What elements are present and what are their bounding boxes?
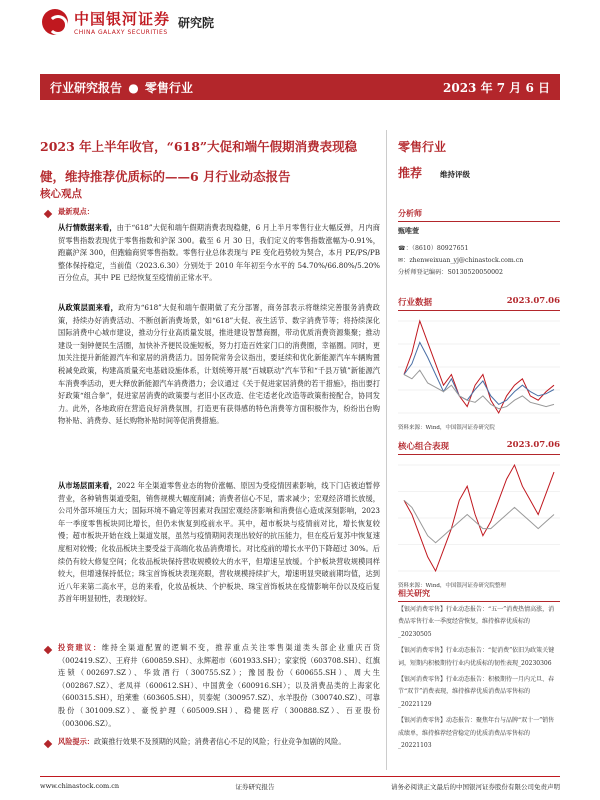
portfolio-source: 资料来源：Wind，中国银河证券研究院整理 [398,583,506,589]
bullet-icon [44,210,52,218]
risk-warning [58,736,380,764]
footer-center: 证券研究报告 [235,783,275,791]
related-research-item[interactable]: 【银河消费零售】行业动态报告：积极期待一月内元旦、春节“双节”消费表现，维持推荐优质消费品零售标的_20221129 [398,676,555,708]
industry-data-title: 行业数据 [398,298,433,308]
industry-data-date: 2023.07.06 [506,296,560,306]
portfolio-header [398,440,560,455]
bullet-icon [44,740,52,748]
report-type: 行业研究报告 [50,80,123,95]
latest-views-label: 最新观点： [58,207,94,216]
analyst-head: 分析师 [398,208,560,222]
footer-website[interactable]: www.chinastock.com.cn [40,782,120,790]
analyst-phone: ☎：（8610）80927651 [398,245,469,252]
rating-block [398,164,560,181]
industry-line-chart [398,315,560,419]
report-date: 2023 年 7 月 6 日 [443,80,550,95]
market-paragraph [58,222,380,290]
portfolio-line-chart [398,459,560,577]
risk-warning-head: 风险提示： [58,737,94,746]
industry-data-source: 资料来源：Wind，中国银河证券研究院 [398,425,495,431]
rating-industry: 零售行业 [398,140,447,154]
report-title: 2023 年上半年收官，“618”大促和端午假期消费表现稳健，维持推荐优质标的——6 月行业动态报告 [40,139,358,184]
related-research-item[interactable]: 【银河消费零售】行业动态报告：“促消费”依旧为政策关键词，短期内积极期待行业内优质标的韧性表现_20230306 [398,647,555,667]
related-research-head: 相关研究 [398,588,560,602]
related-research-block [398,588,560,756]
galaxy-logo-icon [42,9,68,35]
portfolio-title: 核心组合表现 [398,442,450,452]
column-divider [386,130,387,770]
analyst-block [398,208,560,279]
policy-paragraph-text: 政府为“618”大促和端午假期做了充分部署，商务部表示将继续完善服务消费政策，持续办好消费活动、不断创新消费场景，如“618”大促、夜生活节、数字消费节等；将持续深化国际消费中心城市建设，推动分行业高质量发展，推进建设智慧商圈，带动优质消费资源集聚；推动建设一刻钟便民生活圈，加快补齐便民设施短板，努力打造百姓家门口的消费圈，幸福圈。同时，更加关注提升新能源汽车和家居的消费活力。国务院常务会议指出，要延续和优化新能源汽车车辆购置税减免政策，构建高质量充电基础设施体系，计划统筹开展“百城联动”汽车节和“千县万镇”新能源汽车消费季活动，更大释放新能源汽车消费潜力；会议通过《关于促进家居消费的若干措施》，指出要打好政策“组合拳”，促进家居消费的政策要与老旧小区改造、住宅适老化改造等政策衔接配合，协同发力。此外，各地政府在营造良好消费氛围，打造更有获得感的特色消费等方面积极作为，纷纷出台购物补贴、消费券、延长购物补贴时间等促消费措施。 [58,303,380,426]
policy-paragraph-head: 从政策层面来看， [58,303,119,312]
footer-disclaimer: 请务必阅读正文最后的中国银河证券股份有限公司免责声明 [390,783,560,791]
market-level-text: 2022 年全渠道零售业态的物价涨幅、原因为受疫情因素影响，线下门店被迫暂停营业，各种销售渠道受阻，销售规模大幅度削减；消费者信心不足，需求减少；宏观经济增长放缓，公司外部环境压力大；国际环境不确定等因素对我国宏观经济影响和消费信心造成深刻影响，2023 年一季度零售板块同比增长，但仍未恢复到疫前水平。其中，超市板块与疫情前对比，增长恢复较慢；超市板块开始在线上渠道发展，虽然与疫情期间表现出较好的抗压能力，但在疫后复苏中恢复速度相对较慢；化妆品板块主要受益于高端化妆品消费增长。对比疫前的增长水平仍下降超过 30%。后续仍有较大修复空间；化妆品板块保持营收规模较大的水平，但增速呈放缓。个护板块营收规模同样较大，但增速保持低位；珠宝首饰板块表现亮眼，营收规模持续扩大，增速明显突破前期均值，达到近八年来第二高水平，总的来看，化妆品板块、个护板块、珠宝首饰板块在疫情影响年份以及疫后复苏首年明显韧性，表现较好。 [58,481,380,604]
industry-data-block [398,296,560,431]
portfolio-block [398,440,560,589]
portfolio-date: 2023.07.06 [506,440,560,450]
section-core-views: 核心观点 [40,188,82,200]
investment-advice-head: 投资建议： [58,643,102,652]
analyst-name: 甄唯萱 [398,226,419,235]
market-paragraph-text: 由于“618”大促和端午假期消费表现稳健，6 月上半月零售行业大幅反弹，月内商贸零售指数表现优于零售指数和沪深 300。截至 6 月 30 日，我们定义的零售指数涨幅为-0.91%，跑赢沪深 300，但跑输商贸零售指数。零售行业总体表现与 PE 变化趋势较为契合，本月 PE/PS/PB 整体保持稳定，当前值（2023.6.30）分别处于 2010 年年初至今水平的 54.70%/66.80%/5.20%百分位点，其中 PE 已经恢复至疫情前正常水平。 [58,223,380,283]
logo-cn: 中国银河证券 [74,10,171,28]
bullet-icon [44,646,52,654]
company-logo [42,8,214,36]
market-level-paragraph [58,480,380,636]
rating-note: 维持评级 [440,170,471,179]
chart-series-line [404,370,554,409]
report-industry: 零售行业 [144,80,193,95]
industry-data-header [398,296,560,311]
risk-warning-text: 政策推行效果不及预期的风险；消费者信心不足的风险；行业竞争加剧的风险。 [93,737,346,746]
analyst-email: ✉：zhenweixuan_yj@chinastock.com.cn [398,257,524,264]
rating-value: 推荐 [398,166,423,180]
investment-advice-text: 维持全渠道配置的逻辑不变，推荐重点关注零售渠道类头部企业重庆百货（002419.SZ）、王府井（600859.SH）、永辉超市（601933.SH）；家家悦（603708.SH）、红旗连锁（002697.SZ）、华致酒行（300755.SZ）；豫园股份（600655.SH）、周大生（002867.SZ）、老凤祥（600612.SH）、中国黄金（600916.SH）；以及消费品类的上海家化（600315.SH），珀莱雅（603605.SH），贝泰妮（300957.SZ）、水羊股份（300740.SZ）、可靠股份（301009.SZ）、豪悦护理（605009.SH）、稳健医疗（300888.SZ）、百亚股份（003006.SZ）。 [58,643,380,728]
market-level-head: 从市场层面来看， [58,481,117,490]
related-research-item[interactable]: 【银河消费零售】行业动态报告：“五一”消费热情高涨，消费品零售行业一季度经营恢复，维持推荐优质标的_20230505 [398,606,555,638]
report-header-bar [40,74,560,100]
logo-en: CHINA GALAXY SECURITIES [74,29,168,36]
market-paragraph-head: 从行情数据来看， [58,223,117,232]
chart-series-line [404,342,554,404]
page-footer [40,782,560,791]
policy-paragraph [58,302,380,470]
logo-institute: 研究院 [178,15,215,30]
related-research-item[interactable]: 【银河消费零售】动态报告：聚焦年台与品牌“双十一”销售成绩单，维持推荐经营稳定的优质消费品零售标的_20221103 [398,717,555,750]
header-dot: ● [128,80,139,95]
investment-advice [58,642,380,746]
chart-series-line [404,500,554,542]
analyst-cert: 分析师登记编码：S0130520050002 [398,269,503,276]
footer-divider [40,776,560,777]
